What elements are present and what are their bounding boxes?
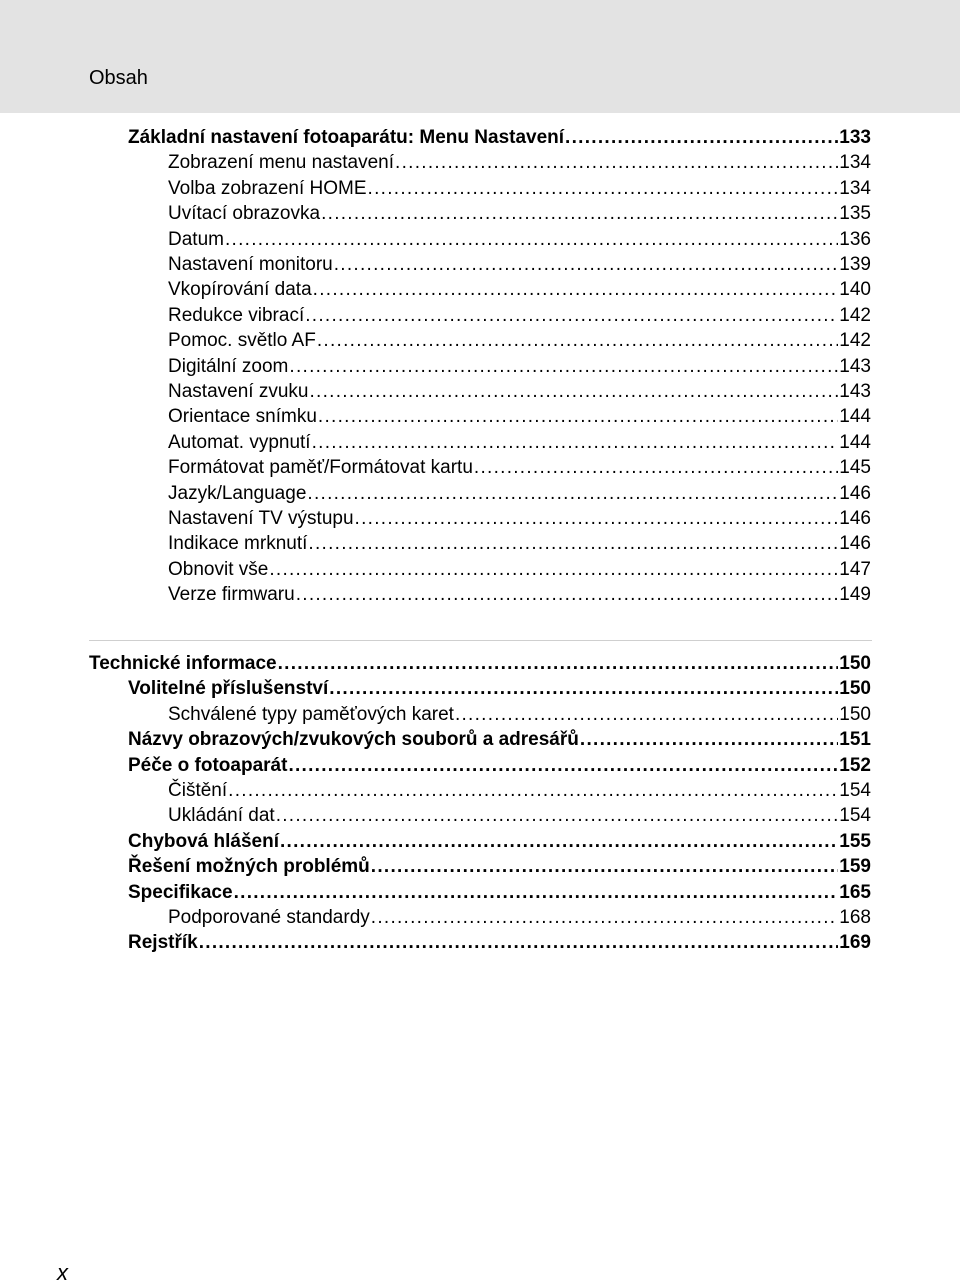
toc-entry[interactable] <box>168 379 871 405</box>
toc-leader-dots <box>289 354 838 380</box>
toc-entry-page: 134 <box>839 152 871 174</box>
toc-leader-dots <box>355 506 839 532</box>
toc-entry-page: 152 <box>839 754 871 776</box>
toc-leader-dots <box>321 201 838 227</box>
toc-entry-page: 150 <box>839 678 871 700</box>
toc-entry-page: 147 <box>839 558 871 580</box>
toc-entry-page: 136 <box>839 228 871 250</box>
toc-entry-title: Volitelné příslušenství <box>128 678 329 700</box>
toc-entry-title: Podporované standardy <box>168 907 370 928</box>
toc-entry-title: Nastavení monitoru <box>168 254 333 275</box>
toc-entry-title: Chybová hlášení <box>128 830 279 852</box>
toc-entry[interactable] <box>168 176 871 202</box>
toc-entry-title: Specifikace <box>128 881 233 903</box>
toc-entry-title: Formátovat paměť/Formátovat kartu <box>168 457 473 479</box>
toc-entry-page: 146 <box>839 482 871 504</box>
section-divider <box>89 640 872 641</box>
toc-leader-dots <box>329 676 838 702</box>
page-number: x <box>57 1260 68 1285</box>
toc-leader-dots <box>307 481 838 507</box>
header-title: Obsah <box>89 67 148 89</box>
toc-entry[interactable] <box>128 930 871 956</box>
toc-entry-title: Názvy obrazových/zvukových souborů a adresářů <box>128 729 579 751</box>
toc-leader-dots <box>371 905 839 931</box>
toc-entry[interactable] <box>128 753 871 779</box>
toc-entry-page: 144 <box>839 406 871 428</box>
toc-leader-dots <box>474 455 838 481</box>
toc-leader-dots <box>317 328 838 354</box>
toc-leader-dots <box>199 930 839 956</box>
toc-entry[interactable] <box>168 481 871 507</box>
toc-entry-page: 149 <box>839 584 871 606</box>
toc-entry[interactable] <box>128 854 871 880</box>
toc-leader-dots <box>288 753 838 779</box>
toc-entry[interactable] <box>128 125 871 151</box>
toc-entry[interactable] <box>168 557 871 583</box>
toc-leader-dots <box>309 379 838 405</box>
toc-entry[interactable] <box>168 252 871 278</box>
toc-entry[interactable] <box>168 430 871 456</box>
toc-entry[interactable] <box>128 676 871 702</box>
toc-entry-page: 133 <box>839 127 871 148</box>
toc-leader-dots <box>395 150 838 176</box>
toc-entry-title: Indikace mrknutí <box>168 533 308 555</box>
toc-entry-title: Digitální zoom <box>168 355 289 377</box>
toc-entry-page: 140 <box>839 279 871 301</box>
toc-entry[interactable] <box>168 582 871 608</box>
toc-entry-title: Datum <box>168 228 224 250</box>
toc-leader-dots <box>334 252 839 278</box>
toc-leader-dots <box>280 829 838 855</box>
toc-entry-page: 154 <box>839 805 871 827</box>
toc-entry[interactable] <box>168 404 871 430</box>
toc-leader-dots <box>308 531 838 557</box>
toc-entry[interactable] <box>168 150 871 176</box>
toc-entry-title: Vkopírování data <box>168 279 312 301</box>
toc-entry-page: 142 <box>839 304 871 326</box>
toc-entry-page: 146 <box>839 508 871 529</box>
toc-entry[interactable] <box>168 303 871 329</box>
toc-leader-dots <box>278 651 839 677</box>
toc-entry[interactable] <box>168 531 871 557</box>
toc-entry-title: Volba zobrazení HOME <box>168 177 367 199</box>
toc-entry[interactable] <box>168 328 871 354</box>
toc-entry[interactable] <box>168 277 871 303</box>
toc-entry[interactable] <box>168 803 871 829</box>
toc-entry-page: 134 <box>839 177 871 199</box>
toc-entry-page: 142 <box>839 330 871 352</box>
toc-entry[interactable] <box>168 506 871 532</box>
toc-entry-page: 155 <box>839 830 871 852</box>
toc-entry[interactable] <box>168 702 871 728</box>
toc-entry[interactable] <box>168 354 871 380</box>
toc-entry-page: 159 <box>839 856 871 878</box>
toc-leader-dots <box>313 277 839 303</box>
toc-entry-page: 146 <box>839 533 871 555</box>
toc-entry-title: Technické informace <box>89 653 277 674</box>
toc-entry[interactable] <box>128 727 871 753</box>
toc-entry-page: 150 <box>839 653 871 674</box>
toc-leader-dots <box>228 778 838 804</box>
toc-leader-dots <box>225 227 838 253</box>
toc-entry[interactable] <box>168 778 871 804</box>
toc-entry-page: 169 <box>839 932 871 954</box>
toc-entry-title: Jazyk/Language <box>168 482 307 504</box>
toc-entry-title: Řešení možných problémů <box>128 856 370 878</box>
toc-entry-title: Uvítací obrazovka <box>168 203 321 225</box>
toc-entry[interactable] <box>168 227 871 253</box>
page-header <box>0 0 960 113</box>
toc-leader-dots <box>368 176 839 202</box>
toc-entry-title: Redukce vibrací <box>168 304 305 326</box>
toc-entry-page: 154 <box>839 780 871 801</box>
toc-entry-page: 168 <box>839 907 871 928</box>
toc-entry-title: Nastavení zvuku <box>168 381 309 402</box>
toc-entry-title: Základní nastavení fotoaparátu: Menu Nastavení <box>128 127 565 148</box>
toc-leader-dots <box>234 880 839 906</box>
toc-entry-title: Automat. vypnutí <box>168 431 311 453</box>
toc-leader-dots <box>269 557 838 583</box>
toc-entry-page: 145 <box>839 457 871 479</box>
toc-entry-page: 151 <box>839 729 871 751</box>
toc-entry-page: 135 <box>839 203 871 225</box>
toc-entry-page: 139 <box>839 254 871 275</box>
toc-entry-title: Nastavení TV výstupu <box>168 508 354 529</box>
toc-leader-dots <box>318 404 838 430</box>
toc-entry[interactable] <box>168 201 871 227</box>
toc-entry-title: Čištění <box>168 780 228 801</box>
toc-entry[interactable] <box>168 455 871 481</box>
toc-entry-title: Péče o fotoaparát <box>128 754 288 776</box>
toc-entry-title: Orientace snímku <box>168 406 317 428</box>
toc-entry-title: Pomoc. světlo AF <box>168 330 316 352</box>
toc-entry-title: Ukládání dat <box>168 805 275 827</box>
toc-entry[interactable] <box>128 829 871 855</box>
toc-entry-page: 165 <box>839 881 871 903</box>
toc-leader-dots <box>305 303 838 329</box>
toc-leader-dots <box>371 854 839 880</box>
toc-entry-page: 143 <box>839 355 871 377</box>
toc-entry-page: 150 <box>839 703 871 725</box>
toc-entry-title: Verze firmwaru <box>168 584 295 606</box>
toc-leader-dots <box>276 803 839 829</box>
toc-leader-dots <box>312 430 839 456</box>
toc-entry-title: Schválené typy paměťových karet <box>168 703 454 725</box>
toc-leader-dots <box>455 702 838 728</box>
toc-entry[interactable] <box>128 880 871 906</box>
toc-entry-page: 143 <box>839 381 871 402</box>
toc-entry-page: 144 <box>839 431 871 453</box>
toc-leader-dots <box>580 727 838 753</box>
toc-entry-title: Zobrazení menu nastavení <box>168 152 395 174</box>
toc-entry-title: Rejstřík <box>128 932 198 954</box>
toc-entry[interactable] <box>89 651 871 677</box>
toc-entry-title: Obnovit vše <box>168 558 269 580</box>
toc-entry[interactable] <box>168 905 871 931</box>
toc-leader-dots <box>296 582 839 608</box>
toc-leader-dots <box>565 125 838 151</box>
